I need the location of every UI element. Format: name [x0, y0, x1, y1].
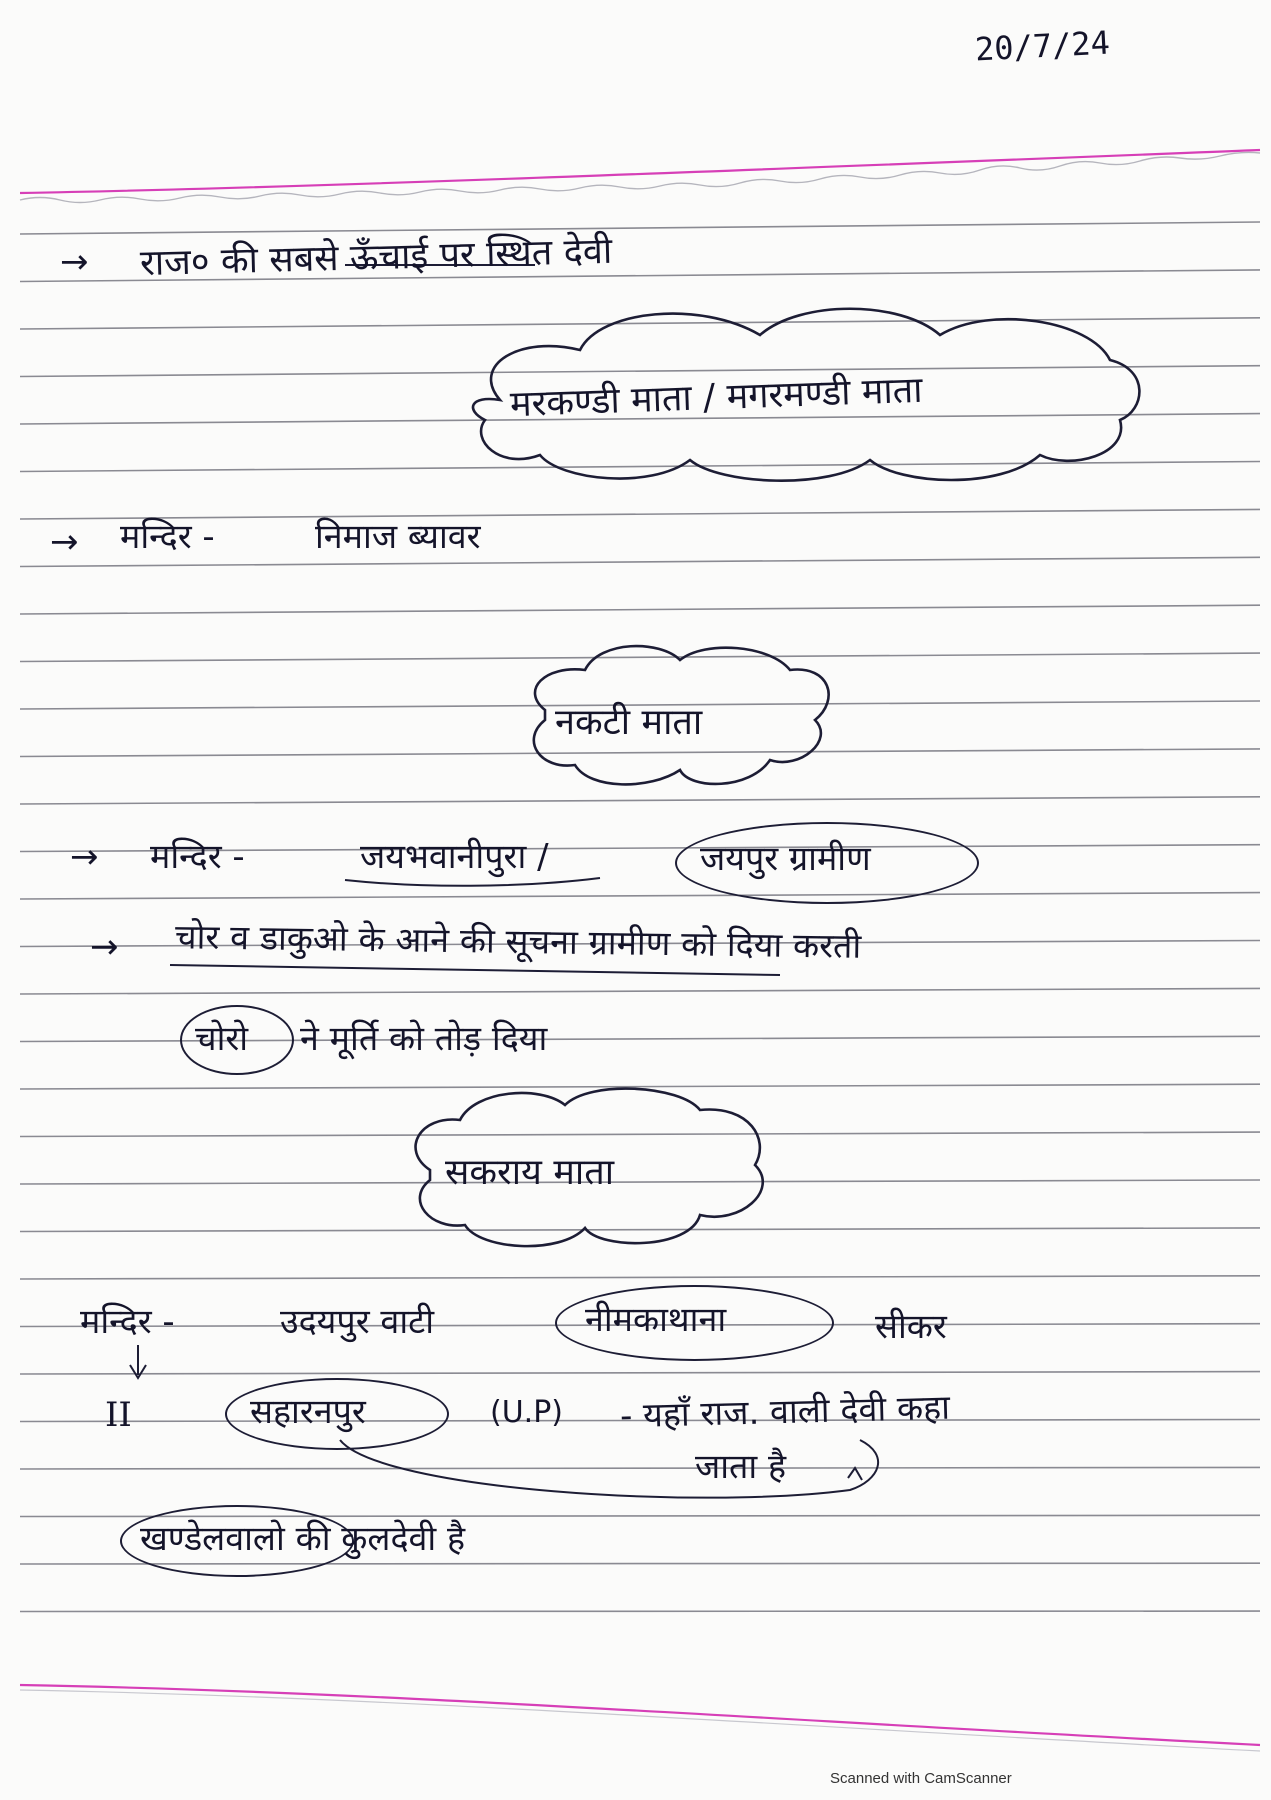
ruled-line	[20, 1132, 1260, 1136]
note-2-temple-label: मन्दिर -	[150, 837, 245, 877]
bottom-margin-line	[20, 1685, 1260, 1745]
note-3-second-text: - यहाँ राज. वाली देवी कहा	[619, 1387, 951, 1437]
note-2-temple-note: जयपुर ग्रामीण	[700, 839, 871, 879]
scanner-watermark: Scanned with CamScanner	[830, 1770, 1012, 1787]
ruled-line	[20, 366, 1260, 377]
ruled-line	[20, 749, 1260, 757]
cloud-3-title: सकराय माता	[445, 1152, 615, 1193]
ruled-line	[20, 797, 1260, 804]
ruled-line	[20, 462, 1260, 472]
note-3-second-mark: II	[105, 1395, 132, 1435]
line1-underline	[170, 965, 780, 975]
ruled-line	[20, 1467, 1260, 1469]
curved-arrow-head	[848, 1468, 862, 1480]
bullet-arrow-icon: →	[90, 927, 119, 967]
note-3-second-text-2: जाता है	[695, 1447, 787, 1487]
note-3-temple-note: नीमकाथाना	[585, 1300, 727, 1340]
bullet-arrow-icon: →	[60, 242, 89, 282]
date: 20/7/24	[974, 23, 1111, 69]
note-3-clan-line: खण्डेलवालो की कुलदेवी है	[140, 1519, 466, 1559]
temple-underline	[345, 878, 600, 886]
note-1-heading: राज० की सबसे ऊँचाई पर स्थित देवी	[139, 230, 613, 285]
cloud-1-title: मरकण्डी माता / मगरमण्डी माता	[509, 369, 924, 426]
ruled-line	[20, 1372, 1260, 1374]
note-2-temple: जयभवानीपुरा /	[360, 837, 549, 877]
cloud-2-title: नकटी माता	[555, 702, 703, 743]
ruled-line	[20, 557, 1260, 566]
ruled-line	[20, 605, 1260, 614]
note-3-temple-label: मन्दिर -	[80, 1302, 175, 1342]
ruled-line	[20, 1180, 1260, 1184]
note-2-line-2-circled: चोरो	[195, 1019, 249, 1059]
note-3-temple: उदयपुर वाटी	[280, 1302, 435, 1342]
note-1-temple-label: मन्दिर -	[120, 517, 215, 557]
ruled-line	[20, 1228, 1260, 1232]
ruled-line	[20, 653, 1260, 661]
ruled-line	[20, 1276, 1260, 1279]
note-2-line-2: ने मूर्ति को तोड़ दिया	[300, 1019, 548, 1059]
bottom-margin-line-2	[20, 1690, 1260, 1751]
top-margin-line	[20, 150, 1260, 193]
note-1-temple: निमाज ब्यावर	[315, 517, 481, 557]
ruled-line	[20, 988, 1260, 994]
ruled-line	[20, 893, 1260, 899]
note-2-line-1: चोर व डाकुओ के आने की सूचना ग्रामीण को दिया करती	[174, 917, 862, 967]
note-3-district: सीकर	[875, 1307, 947, 1347]
bullet-arrow-icon: →	[50, 522, 79, 562]
note-3-second-place: सहारनपुर	[250, 1392, 366, 1432]
note-3-second-state: (U.P)	[490, 1395, 563, 1430]
ruled-line	[20, 318, 1260, 329]
bullet-arrow-icon: →	[70, 837, 99, 877]
top-margin-wavy-line	[20, 152, 1260, 202]
ruled-line	[20, 222, 1260, 234]
